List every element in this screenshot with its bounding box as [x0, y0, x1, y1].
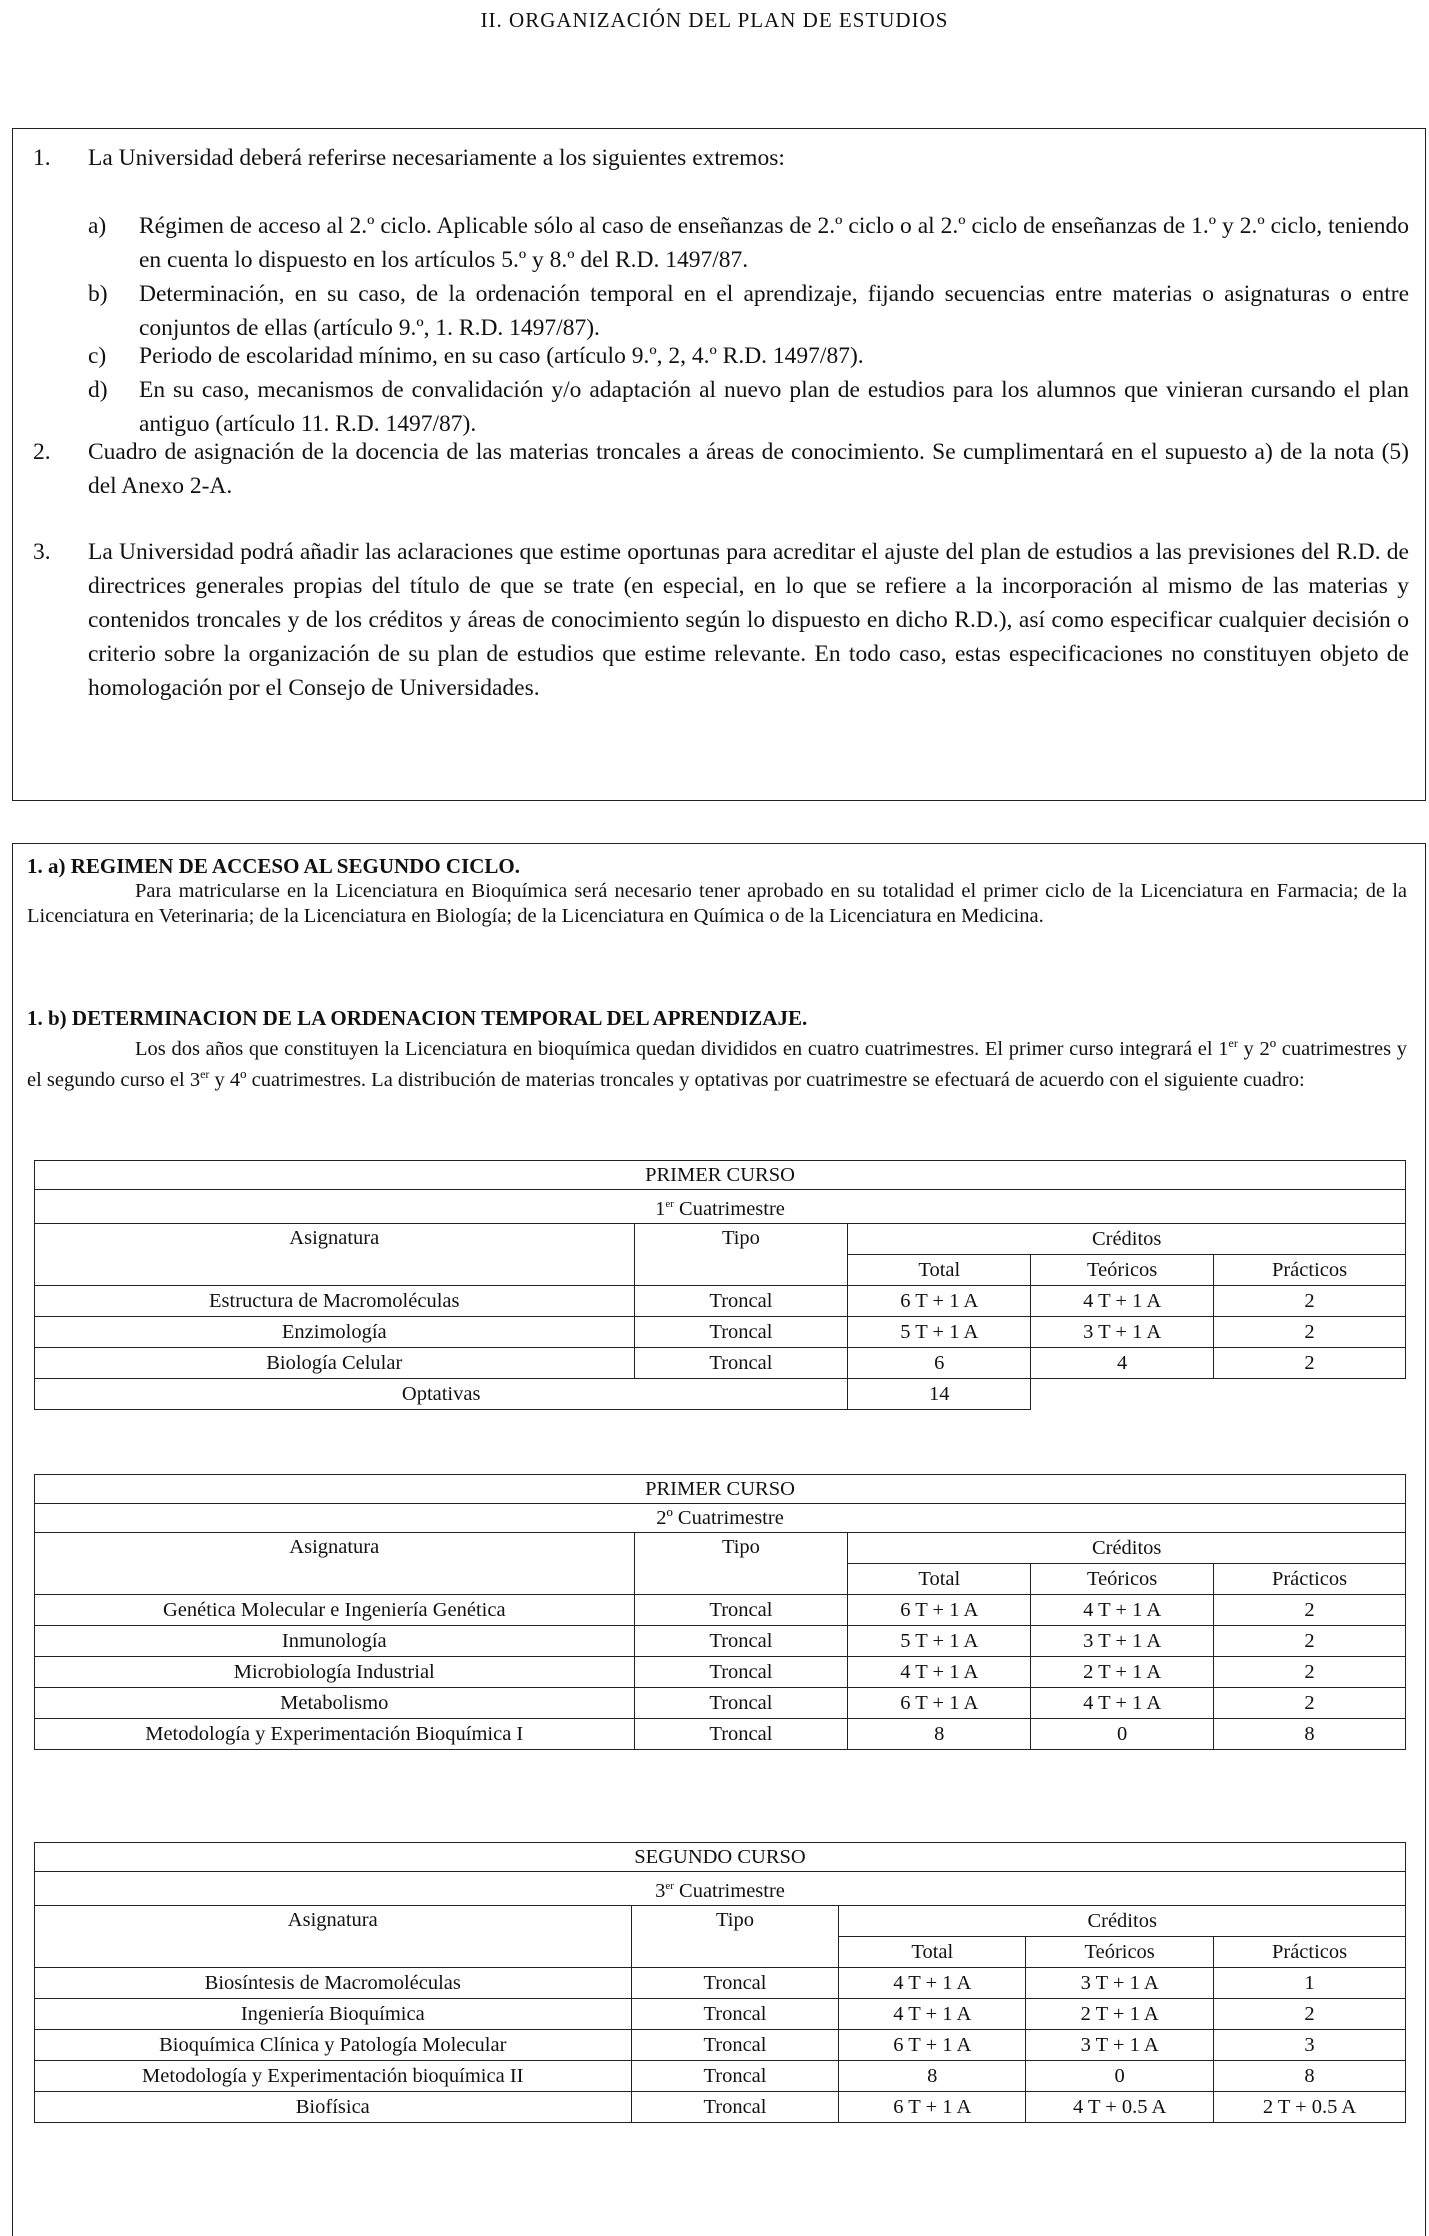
header-total: Total: [848, 1254, 1031, 1285]
subitem-b-text: Determinación, en su caso, de la ordenación temporal en el aprendizaje, fijando secuencias entre materias o asignaturas o entre conjuntos de ellas (artículo 9.º, 1. R.D. 1497/87).: [139, 281, 1409, 341]
table-1-curso: PRIMER CURSO: [35, 1161, 1406, 1190]
table-row: Microbiología Industrial Troncal 4 T + 1 A 2 T + 1 A 2: [35, 1657, 1406, 1688]
table-3-curso: SEGUNDO CURSO: [35, 1843, 1406, 1872]
section-a-text: Para matricularse en la Licenciatura en Bioquímica será necesario tener aprobado en su totalidad el primer ciclo de la Licenciatura en Farmacia; de la Licenciatura en Veterinaria; de la Licenciatura en Biología; de la Licenciatura en Química o de la Licenciatura en Medicina.: [27, 880, 1407, 927]
table-row: Metabolismo Troncal 6 T + 1 A 4 T + 1 A 2: [35, 1688, 1406, 1719]
header-asignatura: Asignatura: [35, 1533, 635, 1595]
header-practicos: Prácticos: [1214, 1564, 1406, 1595]
item-3-number: 3.: [33, 539, 51, 565]
optativas-label: Optativas: [35, 1378, 848, 1409]
subitem-c-letter: c): [88, 343, 107, 369]
header-asignatura: Asignatura: [35, 1223, 635, 1285]
section-a-heading: 1. a) REGIMEN DE ACCESO AL SEGUNDO CICLO.: [27, 854, 520, 878]
table-row: Metodología y Experimentación Bioquímica I Troncal 8 0 8: [35, 1719, 1406, 1750]
table-2-cuatrimestre: 2º Cuatrimestre: [35, 1504, 1406, 1533]
table-row: Enzimología Troncal 5 T + 1 A 3 T + 1 A 2: [35, 1316, 1406, 1347]
table-1-cuatrimestre: 1er Cuatrimestre: [35, 1190, 1406, 1224]
header-creditos: Créditos: [848, 1223, 1406, 1254]
table-row: Biología Celular Troncal 6 4 2: [35, 1347, 1406, 1378]
subitem-a-letter: a): [88, 213, 107, 239]
table-3-cuatrimestre: 3er Cuatrimestre: [35, 1872, 1406, 1906]
header-creditos: Créditos: [839, 1905, 1406, 1936]
subitem-d-letter: d): [88, 377, 108, 403]
header-teoricos: Teóricos: [1031, 1254, 1214, 1285]
content-box: [12, 843, 1426, 2236]
table-primer-curso-2-cuatrimestre: [34, 1474, 1406, 1750]
item-1-text: La Universidad deberá referirse necesariamente a los siguientes extremos:: [88, 145, 785, 171]
table-row: Estructura de Macromoléculas Troncal 6 T + 1 A 4 T + 1 A 2: [35, 1285, 1406, 1316]
table-row: Biosíntesis de Macromoléculas Troncal 4 T + 1 A 3 T + 1 A 1: [35, 1967, 1406, 1998]
optativas-value: 14: [848, 1378, 1031, 1409]
instructions-box: [12, 128, 1426, 801]
header-asignatura: Asignatura: [35, 1905, 632, 1967]
section-b-text: Los dos años que constituyen la Licenciatura en bioquímica quedan divididos en cuatro cuatrimestres. El primer curso integrará el 1er y 2º cuatrimestres y el segundo curso el 3er y 4º cuatrimestres. La distribución de materias troncales y optativas por cuatrimestre se efectuará de acuerdo con el siguiente cuadro:: [27, 1036, 1407, 1091]
section-b-heading: 1. b) DETERMINACION DE LA ORDENACION TEMPORAL DEL APRENDIZAJE.: [27, 1006, 808, 1030]
header-teoricos: Teóricos: [1026, 1936, 1214, 1967]
table-row: Genética Molecular e Ingeniería Genética Troncal 6 T + 1 A 4 T + 1 A 2: [35, 1595, 1406, 1626]
item-2-text: Cuadro de asignación de la docencia de las materias troncales a áreas de conocimiento. Se cumplimentará en el supuesto a) de la nota (5) del Anexo 2-A.: [88, 439, 1409, 499]
header-creditos: Créditos: [848, 1533, 1406, 1564]
item-1-number: 1.: [33, 145, 51, 171]
item-2-number: 2.: [33, 439, 51, 465]
subitem-c-text: Periodo de escolaridad mínimo, en su caso (artículo 9.º, 2, 4.º R.D. 1497/87).: [139, 343, 864, 369]
header-practicos: Prácticos: [1214, 1254, 1406, 1285]
table-row: Ingeniería Bioquímica Troncal 4 T + 1 A 2 T + 1 A 2: [35, 1998, 1406, 2029]
table-row: Biofísica Troncal 6 T + 1 A 4 T + 0.5 A 2 T + 0.5 A: [35, 2091, 1406, 2122]
optativas-row: [35, 1378, 1406, 1409]
header-practicos: Prácticos: [1214, 1936, 1406, 1967]
header-tipo: Tipo: [634, 1223, 848, 1285]
table-row: Bioquímica Clínica y Patología Molecular Troncal 6 T + 1 A 3 T + 1 A 3: [35, 2029, 1406, 2060]
page-title: II. ORGANIZACIÓN DEL PLAN DE ESTUDIOS: [480, 8, 949, 32]
table-primer-curso-1-cuatrimestre: [34, 1160, 1406, 1410]
header-tipo: Tipo: [634, 1533, 848, 1595]
header-teoricos: Teóricos: [1031, 1564, 1214, 1595]
table-row: Inmunología Troncal 5 T + 1 A 3 T + 1 A 2: [35, 1626, 1406, 1657]
subitem-b-letter: b): [88, 281, 108, 307]
subitem-a-text: Régimen de acceso al 2.º ciclo. Aplicable sólo al caso de enseñanzas de 2.º ciclo o al 2.º ciclo de enseñanzas de 1.º y 2.º ciclo, teniendo en cuenta lo dispuesto en los artículos 5.º y 8.º del R.D. 1497/87.: [139, 213, 1409, 273]
header-total: Total: [848, 1564, 1031, 1595]
table-2-curso: PRIMER CURSO: [35, 1475, 1406, 1504]
table-segundo-curso-3-cuatrimestre: [34, 1842, 1406, 2123]
table-row: Metodología y Experimentación bioquímica II Troncal 8 0 8: [35, 2060, 1406, 2091]
subitem-d-text: En su caso, mecanismos de convalidación y/o adaptación al nuevo plan de estudios para los alumnos que vinieran cursando el plan antiguo (artículo 11. R.D. 1497/87).: [139, 377, 1409, 437]
header-total: Total: [839, 1936, 1026, 1967]
header-tipo: Tipo: [631, 1905, 839, 1967]
item-3-text: La Universidad podrá añadir las aclaraciones que estime oportunas para acreditar el ajuste del plan de estudios a las previsiones del R.D. de directrices generales propias del título de que se trate (en especial, en lo que se refiere a la incorporación al mismo de las materias y contenidos troncales y de los créditos y áreas de conocimiento según lo dispuesto en dicho R.D.), así como especificar cualquier decisión o criterio sobre la organización de su plan de estudios que estime relevante. En todo caso, estas especificaciones no constituyen objeto de homologación por el Consejo de Universidades.: [88, 539, 1409, 701]
